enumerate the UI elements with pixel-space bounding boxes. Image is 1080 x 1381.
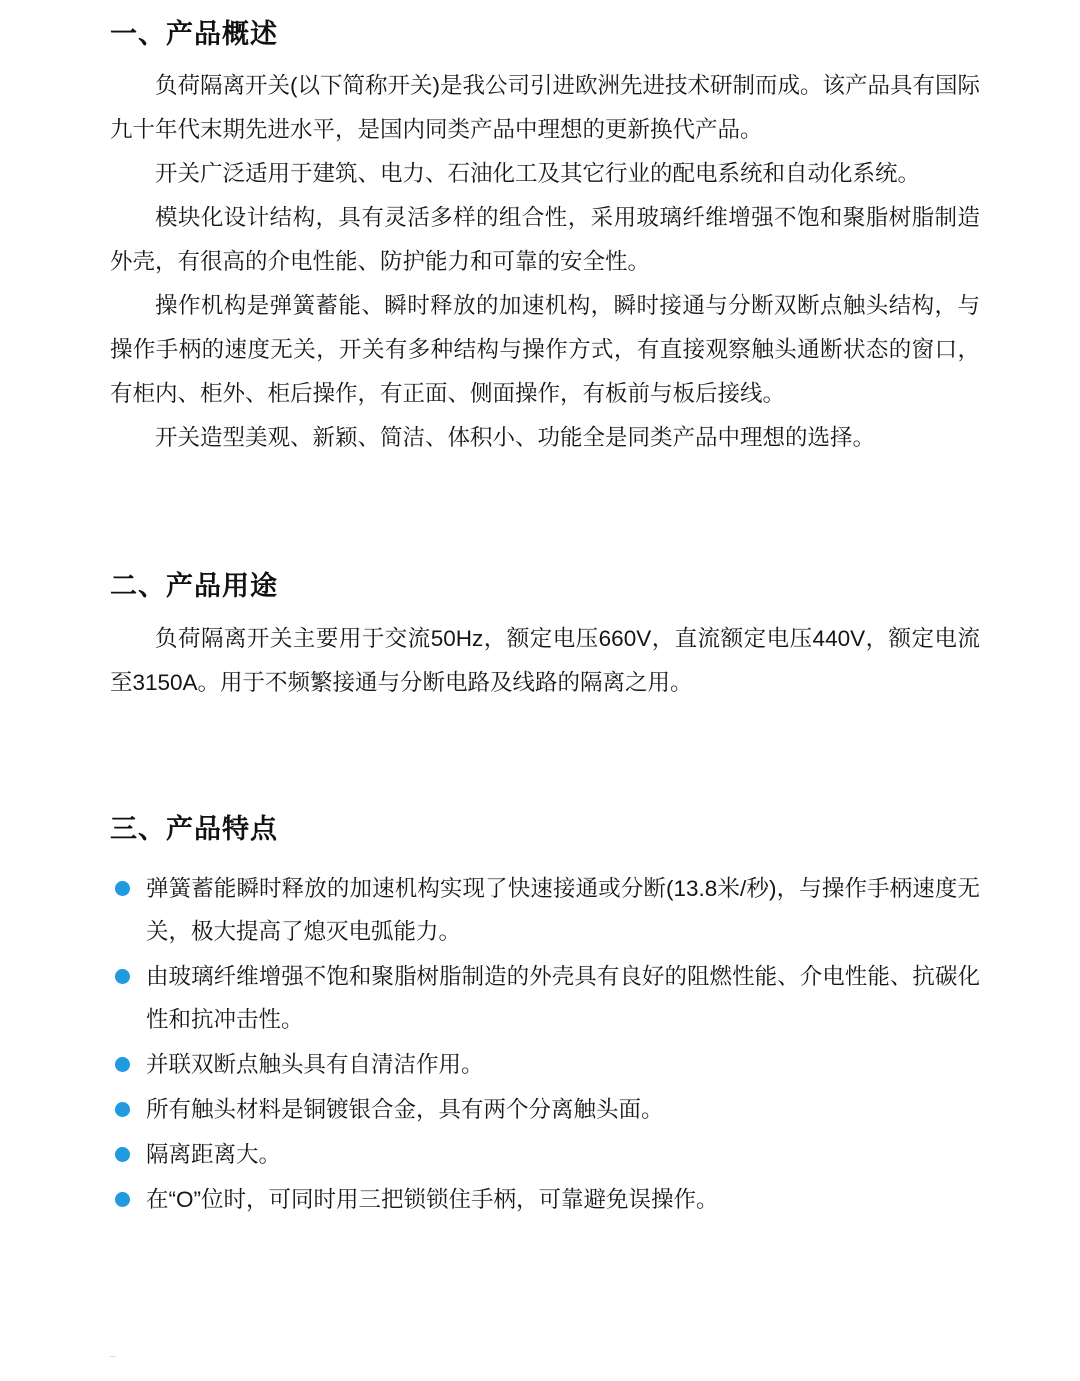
feature-list: [110, 867, 980, 1221]
section-body-usage: [110, 617, 980, 705]
list-item: [110, 1133, 980, 1176]
paragraph: 负荷隔离开关(以下简称开关)是我公司引进欧洲先进技术研制而成。该产品具有国际九十年代末期先进水平，是国内同类产品中理想的更新换代产品。: [110, 73, 980, 143]
bullet-dot-icon: [115, 1102, 130, 1117]
list-item: [110, 1178, 980, 1221]
paragraph: 模块化设计结构，具有灵活多样的组合性，采用玻璃纤维增强不饱和聚脂树脂制造外壳，有很高的介电性能、防护能力和可靠的安全性。: [110, 205, 980, 275]
section-usage: [110, 570, 980, 704]
bullet-dot-icon: [115, 969, 130, 984]
section-heading-features: 三、产品特点: [110, 813, 278, 844]
bullet-dot-icon: [115, 1147, 130, 1162]
section-body-overview: [110, 64, 980, 460]
paragraph: 负荷隔离开关主要用于交流50Hz，额定电压660V，直流额定电压440V，额定电流至3150A。用于不频繁接通与分断电路及线路的隔离之用。: [110, 625, 980, 695]
section-overview: [110, 0, 980, 460]
section-heading-overview: 一、产品概述: [110, 19, 278, 49]
list-item: [110, 955, 980, 1041]
section-heading-usage: 二、产品用途: [110, 571, 278, 602]
bullet-dot-icon: [115, 1192, 130, 1207]
paragraph: 操作机构是弹簧蓄能、瞬时释放的加速机构，瞬时接通与分断双断点触头结构，与操作手柄的速度无关，开关有多种结构与操作方式，有直接观察触头通断状态的窗口，有柜内、柜外、柜后操作，有正面、侧面操作，有板前与板后接线。: [110, 293, 980, 407]
footer-divider: [110, 1356, 116, 1357]
list-item-label: 并联双断点触头具有自清洁作用。: [146, 1052, 484, 1078]
paragraph: 开关广泛适用于建筑、电力、石油化工及其它行业的配电系统和自动化系统。: [155, 161, 921, 187]
list-item: [110, 1043, 980, 1086]
list-item: [110, 1088, 980, 1131]
bullet-dot-icon: [115, 881, 130, 896]
list-item-label: 所有触头材料是铜镀银合金，具有两个分离触头面。: [146, 1097, 664, 1123]
bullet-dot-icon: [115, 1057, 130, 1072]
list-item-label: 隔离距离大。: [146, 1142, 282, 1168]
list-item-label: 在“O”位时，可同时用三把锁锁住手柄，可靠避免误操作。: [146, 1187, 719, 1213]
section-features: [110, 813, 980, 1221]
list-item-label: 弹簧蓄能瞬时释放的加速机构实现了快速接通或分断(13.8米/秒)，与操作手柄速度无关，极大提高了熄灭电弧能力。: [146, 876, 980, 945]
list-item: [110, 867, 980, 953]
paragraph: 开关造型美观、新颖、简洁、体积小、功能全是同类产品中理想的选择。: [155, 425, 876, 451]
list-item-label: 由玻璃纤维增强不饱和聚脂树脂制造的外壳具有良好的阻燃性能、介电性能、抗碳化性和抗冲击性。: [146, 964, 980, 1033]
